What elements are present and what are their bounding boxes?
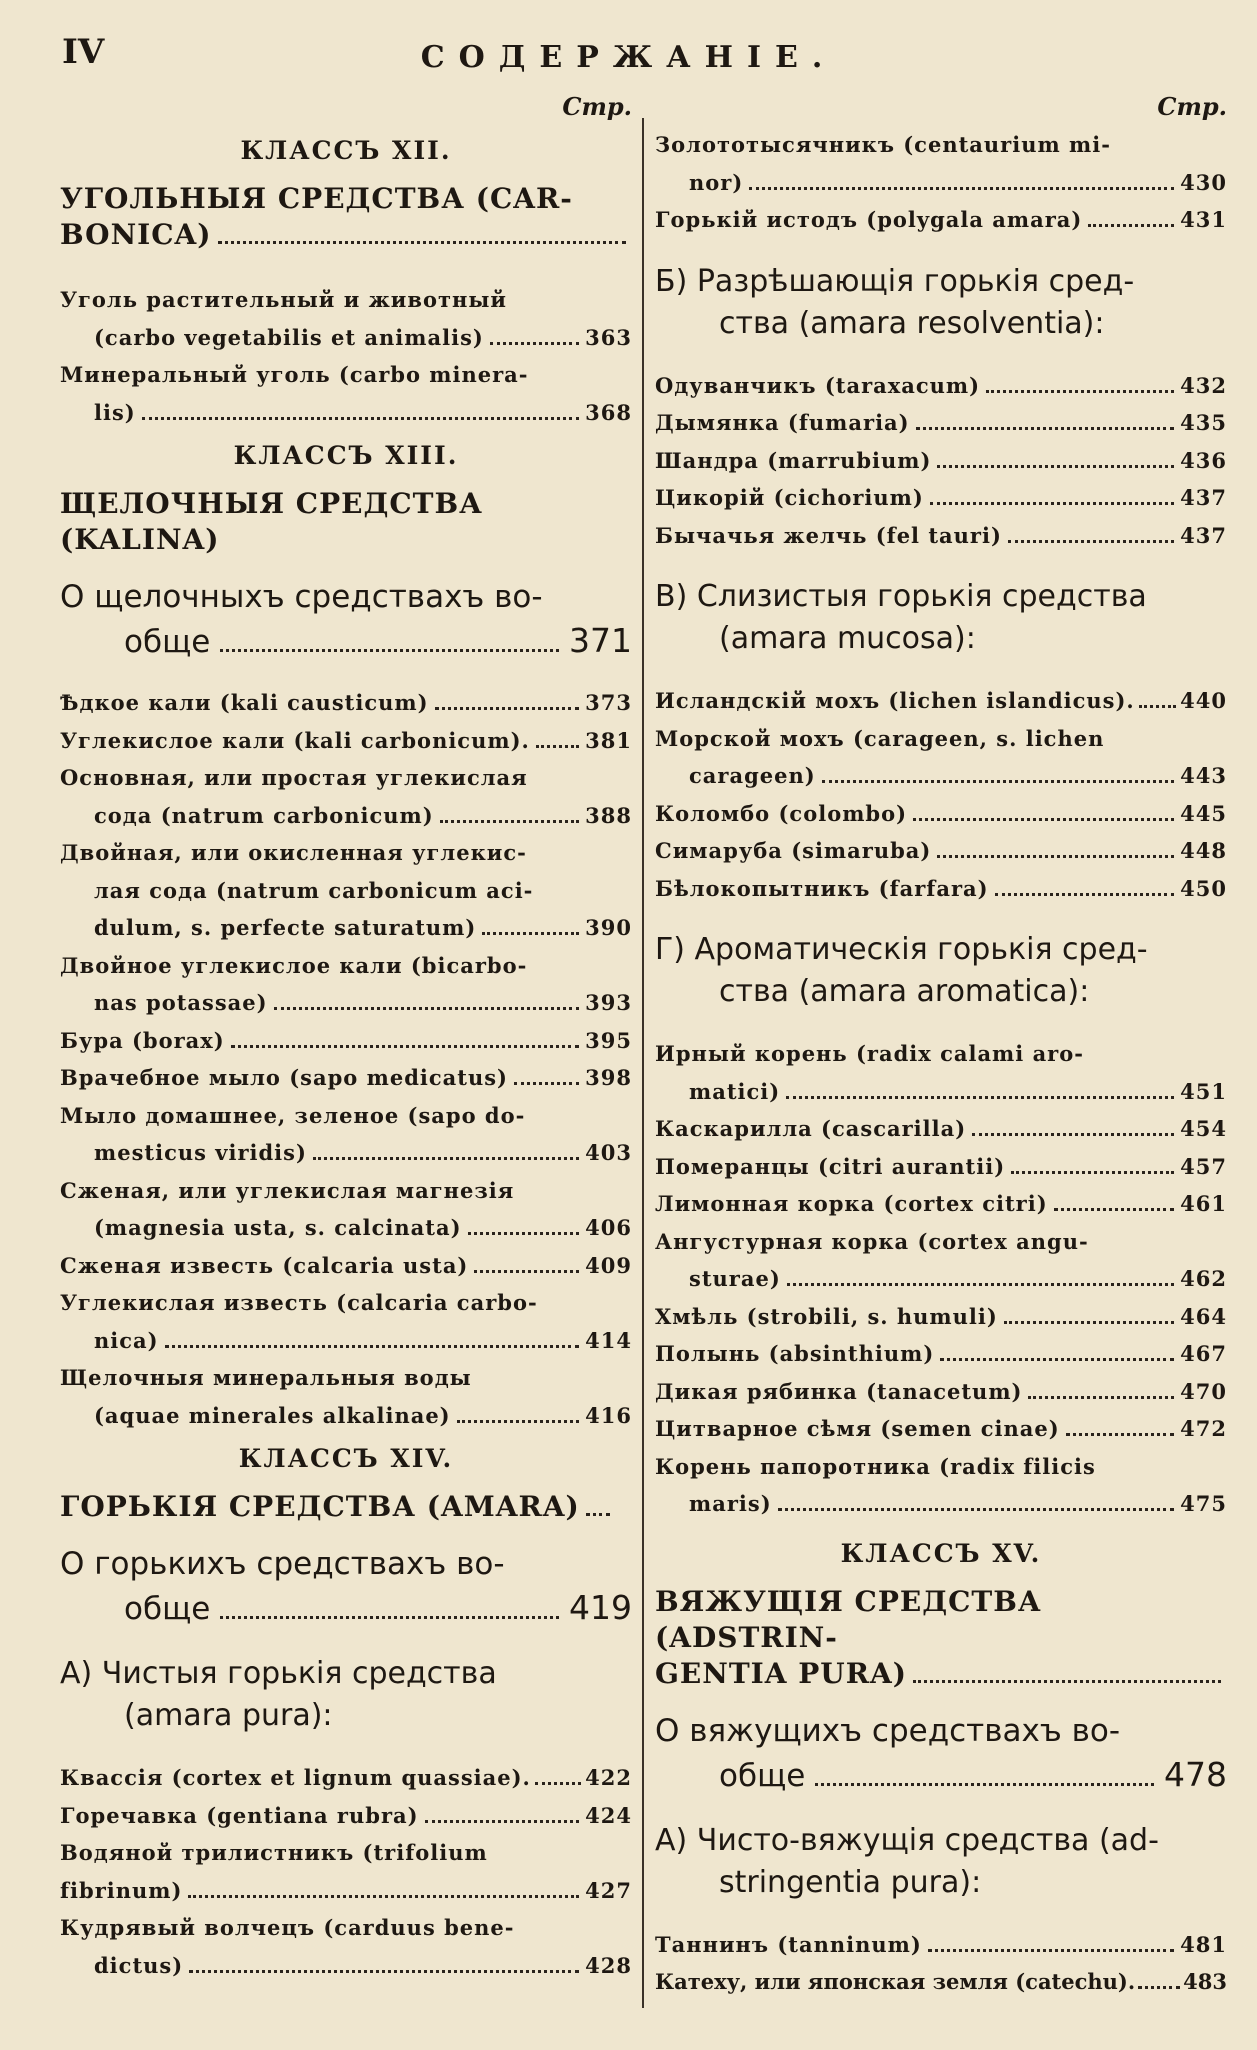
- section-heading: ЩЕЛОЧНЫЯ СРЕДСТВА (KALINA): [60, 487, 483, 556]
- subsection-heading: Г) Ароматическія горькія сред- ства (amara aromatica):: [655, 932, 1148, 1009]
- page-ref: 416: [585, 1402, 632, 1428]
- toc-entry: Померанцы (citri aurantii) 457: [655, 1148, 1227, 1186]
- toc-entry: Цикорій (cichorium) 437: [655, 479, 1227, 517]
- toc-entry: Симаруба (simaruba) 448: [655, 832, 1227, 870]
- subsection-heading: В) Слизистыя горькія средства (amara mucosa):: [655, 579, 1147, 656]
- toc-entry: Каскарилла (cascarilla) 454: [655, 1110, 1227, 1148]
- section-heading: ГОРЬКІЯ СРЕДСТВА (AMARA): [60, 1489, 632, 1525]
- toc-entry: Дикая рябинка (tanacetum) 470: [655, 1373, 1227, 1411]
- page-ref: 398: [585, 1065, 632, 1090]
- right-column: [655, 92, 1227, 2001]
- toc-entry: Мыло домашнее, зеленое (sapo do- mesticus viridis) 403: [60, 1097, 632, 1172]
- class-heading: КЛАССЪ XV.: [840, 1538, 1042, 1568]
- general-heading: О горькихъ средствахъ во- обще 419: [60, 1546, 632, 1627]
- page-ref: 390: [585, 915, 632, 940]
- class-heading: КЛАССЪ XII.: [240, 136, 452, 165]
- page-ref: 443: [1180, 763, 1227, 788]
- page-ref: 461: [1180, 1191, 1227, 1216]
- column-divider: [642, 118, 644, 2008]
- subsection-heading: А) Чисто-вяжущія средства (ad- stringentia pura):: [655, 1822, 1159, 1900]
- page-number: IV: [62, 32, 105, 72]
- toc-entry: Квассія (cortex et lignum quassiae). 422: [60, 1759, 632, 1797]
- page-ref: 432: [1180, 372, 1227, 398]
- toc-entry: Сженая известь (calcaria usta) 409: [60, 1247, 632, 1285]
- section-heading: УГОЛЬНЫЯ СРЕДСТВА (CAR- BONICA): [60, 181, 632, 253]
- toc-entry: Катеху, или японская земля (catechu). 483: [655, 1963, 1227, 2001]
- section-heading: ВЯЖУЩІЯ СРЕДСТВА (ADSTRIN- GENTIA PURA): [655, 1584, 1227, 1692]
- toc-entry: Углекислое кали (kali carbonicum). 381: [60, 722, 632, 760]
- toc-entry: Углекислая известь (calcaria carbo- nica) 414: [60, 1284, 632, 1359]
- toc-entry: Цитварное сѣмя (semen cinae) 472: [655, 1410, 1227, 1448]
- page-ref: 427: [585, 1877, 632, 1903]
- page-ref: 483: [1183, 1969, 1227, 1994]
- toc-entry: Горечавка (gentiana rubra) 424: [60, 1797, 632, 1835]
- toc-entry: Морской мохъ (carageen, s. lichen carageen) 443: [655, 720, 1227, 795]
- toc-entry: Корень папоротника (radix filicis maris) 475: [655, 1448, 1227, 1523]
- page-ref: 424: [585, 1802, 632, 1828]
- page-ref: 406: [585, 1215, 632, 1240]
- page-ref: 436: [1180, 447, 1227, 473]
- general-heading: О вяжущихъ средствахъ во- обще 478: [655, 1712, 1227, 1794]
- page-ref: 448: [1180, 838, 1227, 863]
- toc-entry: Кудрявый волчецъ (carduus bene- dictus) 428: [60, 1909, 632, 1984]
- toc-entry: Шандра (marrubium) 436: [655, 442, 1227, 480]
- toc-entry: Врачебное мыло (sapo medicatus) 398: [60, 1059, 632, 1097]
- page-ref: 475: [1180, 1491, 1227, 1516]
- page-ref: 462: [1180, 1266, 1227, 1291]
- toc-entry: Основная, или простая углекислая сода (natrum carbonicum) 388: [60, 759, 632, 834]
- page-ref: 457: [1180, 1153, 1227, 1179]
- class-heading: КЛАССЪ XIV.: [238, 1444, 454, 1473]
- page-ref: 430: [1180, 169, 1227, 195]
- toc-entry: Минеральный уголь (carbo minera- lis) 368: [60, 356, 632, 431]
- toc-entry: Золототысячникъ (centaurium mi- nor) 430: [655, 126, 1227, 201]
- toc-entry: Таннинъ (tanninum) 481: [655, 1926, 1227, 1964]
- toc-entry: Бура (borax) 395: [60, 1022, 632, 1060]
- page-ref: 478: [1164, 1754, 1227, 1794]
- page-ref: 472: [1180, 1416, 1227, 1441]
- class-heading: КЛАССЪ XIII.: [233, 441, 459, 470]
- toc-entry: Двойная, или окисленная углекис- лая сода (natrum carbonicum aci- dulum, s. perfecte saturatum) 390: [60, 834, 632, 947]
- toc-entry: Бычачья желчь (fel tauri) 437: [655, 517, 1227, 555]
- page-label: Стр.: [562, 92, 632, 121]
- page-ref: 481: [1180, 1931, 1227, 1957]
- page-ref: 445: [1180, 800, 1227, 826]
- page-label: Стр.: [1157, 92, 1227, 121]
- page-ref: 464: [1180, 1303, 1227, 1329]
- page-ref: 437: [1180, 522, 1227, 548]
- page-ref: 440: [1180, 688, 1227, 713]
- page-ref: 431: [1180, 207, 1227, 232]
- page-ref: 419: [569, 1588, 632, 1627]
- toc-entry: Ангустурная корка (cortex angu- sturae) 462: [655, 1223, 1227, 1298]
- toc-entry: Ирный корень (radix calami aro- matici) 451: [655, 1035, 1227, 1110]
- subsection-heading: А) Чистыя горькія средства (amara pura):: [60, 1656, 497, 1733]
- page-ref: 381: [585, 727, 632, 753]
- toc-entry: Лимонная корка (cortex citri) 461: [655, 1185, 1227, 1223]
- toc-entry: Коломбо (colombo) 445: [655, 795, 1227, 833]
- page-ref: 409: [585, 1252, 632, 1278]
- page-ref: 373: [585, 690, 632, 715]
- toc-entry: Бѣлокопытникъ (farfara) 450: [655, 870, 1227, 908]
- page-ref: 451: [1180, 1078, 1227, 1104]
- page-ref: 414: [585, 1327, 632, 1353]
- page-ref: 388: [585, 802, 632, 828]
- left-column: [60, 92, 632, 1984]
- toc-entry: Сженая, или углекислая магнезія (magnesia usta, s. calcinata) 406: [60, 1172, 632, 1247]
- toc-entry: Уголь растительный и животный (carbo vegetabilis et animalis) 363: [60, 281, 632, 356]
- page-ref: 467: [1180, 1341, 1227, 1366]
- page-ref: 435: [1180, 410, 1227, 435]
- toc-entry: Одуванчикъ (taraxacum) 432: [655, 367, 1227, 405]
- page-ref: 428: [585, 1952, 632, 1978]
- page-ref: 470: [1180, 1378, 1227, 1404]
- general-heading: О щелочныхъ средствахъ во- обще 371: [60, 579, 632, 660]
- page-ref: 450: [1180, 875, 1227, 901]
- page-header: СОДЕРЖАНІЕ.: [420, 40, 837, 75]
- page-ref: 371: [569, 621, 632, 660]
- page-ref: 363: [585, 324, 632, 350]
- toc-entry: Горькій истодъ (polygala amara) 431: [655, 201, 1227, 239]
- page-ref: 403: [585, 1140, 632, 1165]
- toc-entry: Дымянка (fumaria) 435: [655, 404, 1227, 442]
- toc-entry: Щелочныя минеральныя воды (aquae minerales alkalinae) 416: [60, 1359, 632, 1434]
- toc-entry: Ѣдкое кали (kali causticum) 373: [60, 684, 632, 722]
- toc-entry: Полынь (absinthium) 467: [655, 1335, 1227, 1373]
- page-ref: 368: [585, 399, 632, 425]
- page-ref: 437: [1180, 485, 1227, 510]
- page-ref: 422: [585, 1765, 632, 1790]
- toc-entry: Хмѣль (strobili, s. humuli) 464: [655, 1298, 1227, 1336]
- page-ref: 393: [585, 990, 632, 1015]
- toc-entry: Двойное углекислое кали (bicarbo- nas potassae) 393: [60, 947, 632, 1022]
- toc-entry: Исландскій мохъ (lichen islandicus). 440: [655, 682, 1227, 720]
- page-ref: 454: [1180, 1116, 1227, 1141]
- page-ref: 395: [585, 1027, 632, 1053]
- subsection-heading: Б) Разрѣшающія горькія сред- ства (amara resolventia):: [655, 263, 1135, 341]
- toc-entry: Водяной трилистникъ (trifolium fibrinum) 427: [60, 1834, 632, 1909]
